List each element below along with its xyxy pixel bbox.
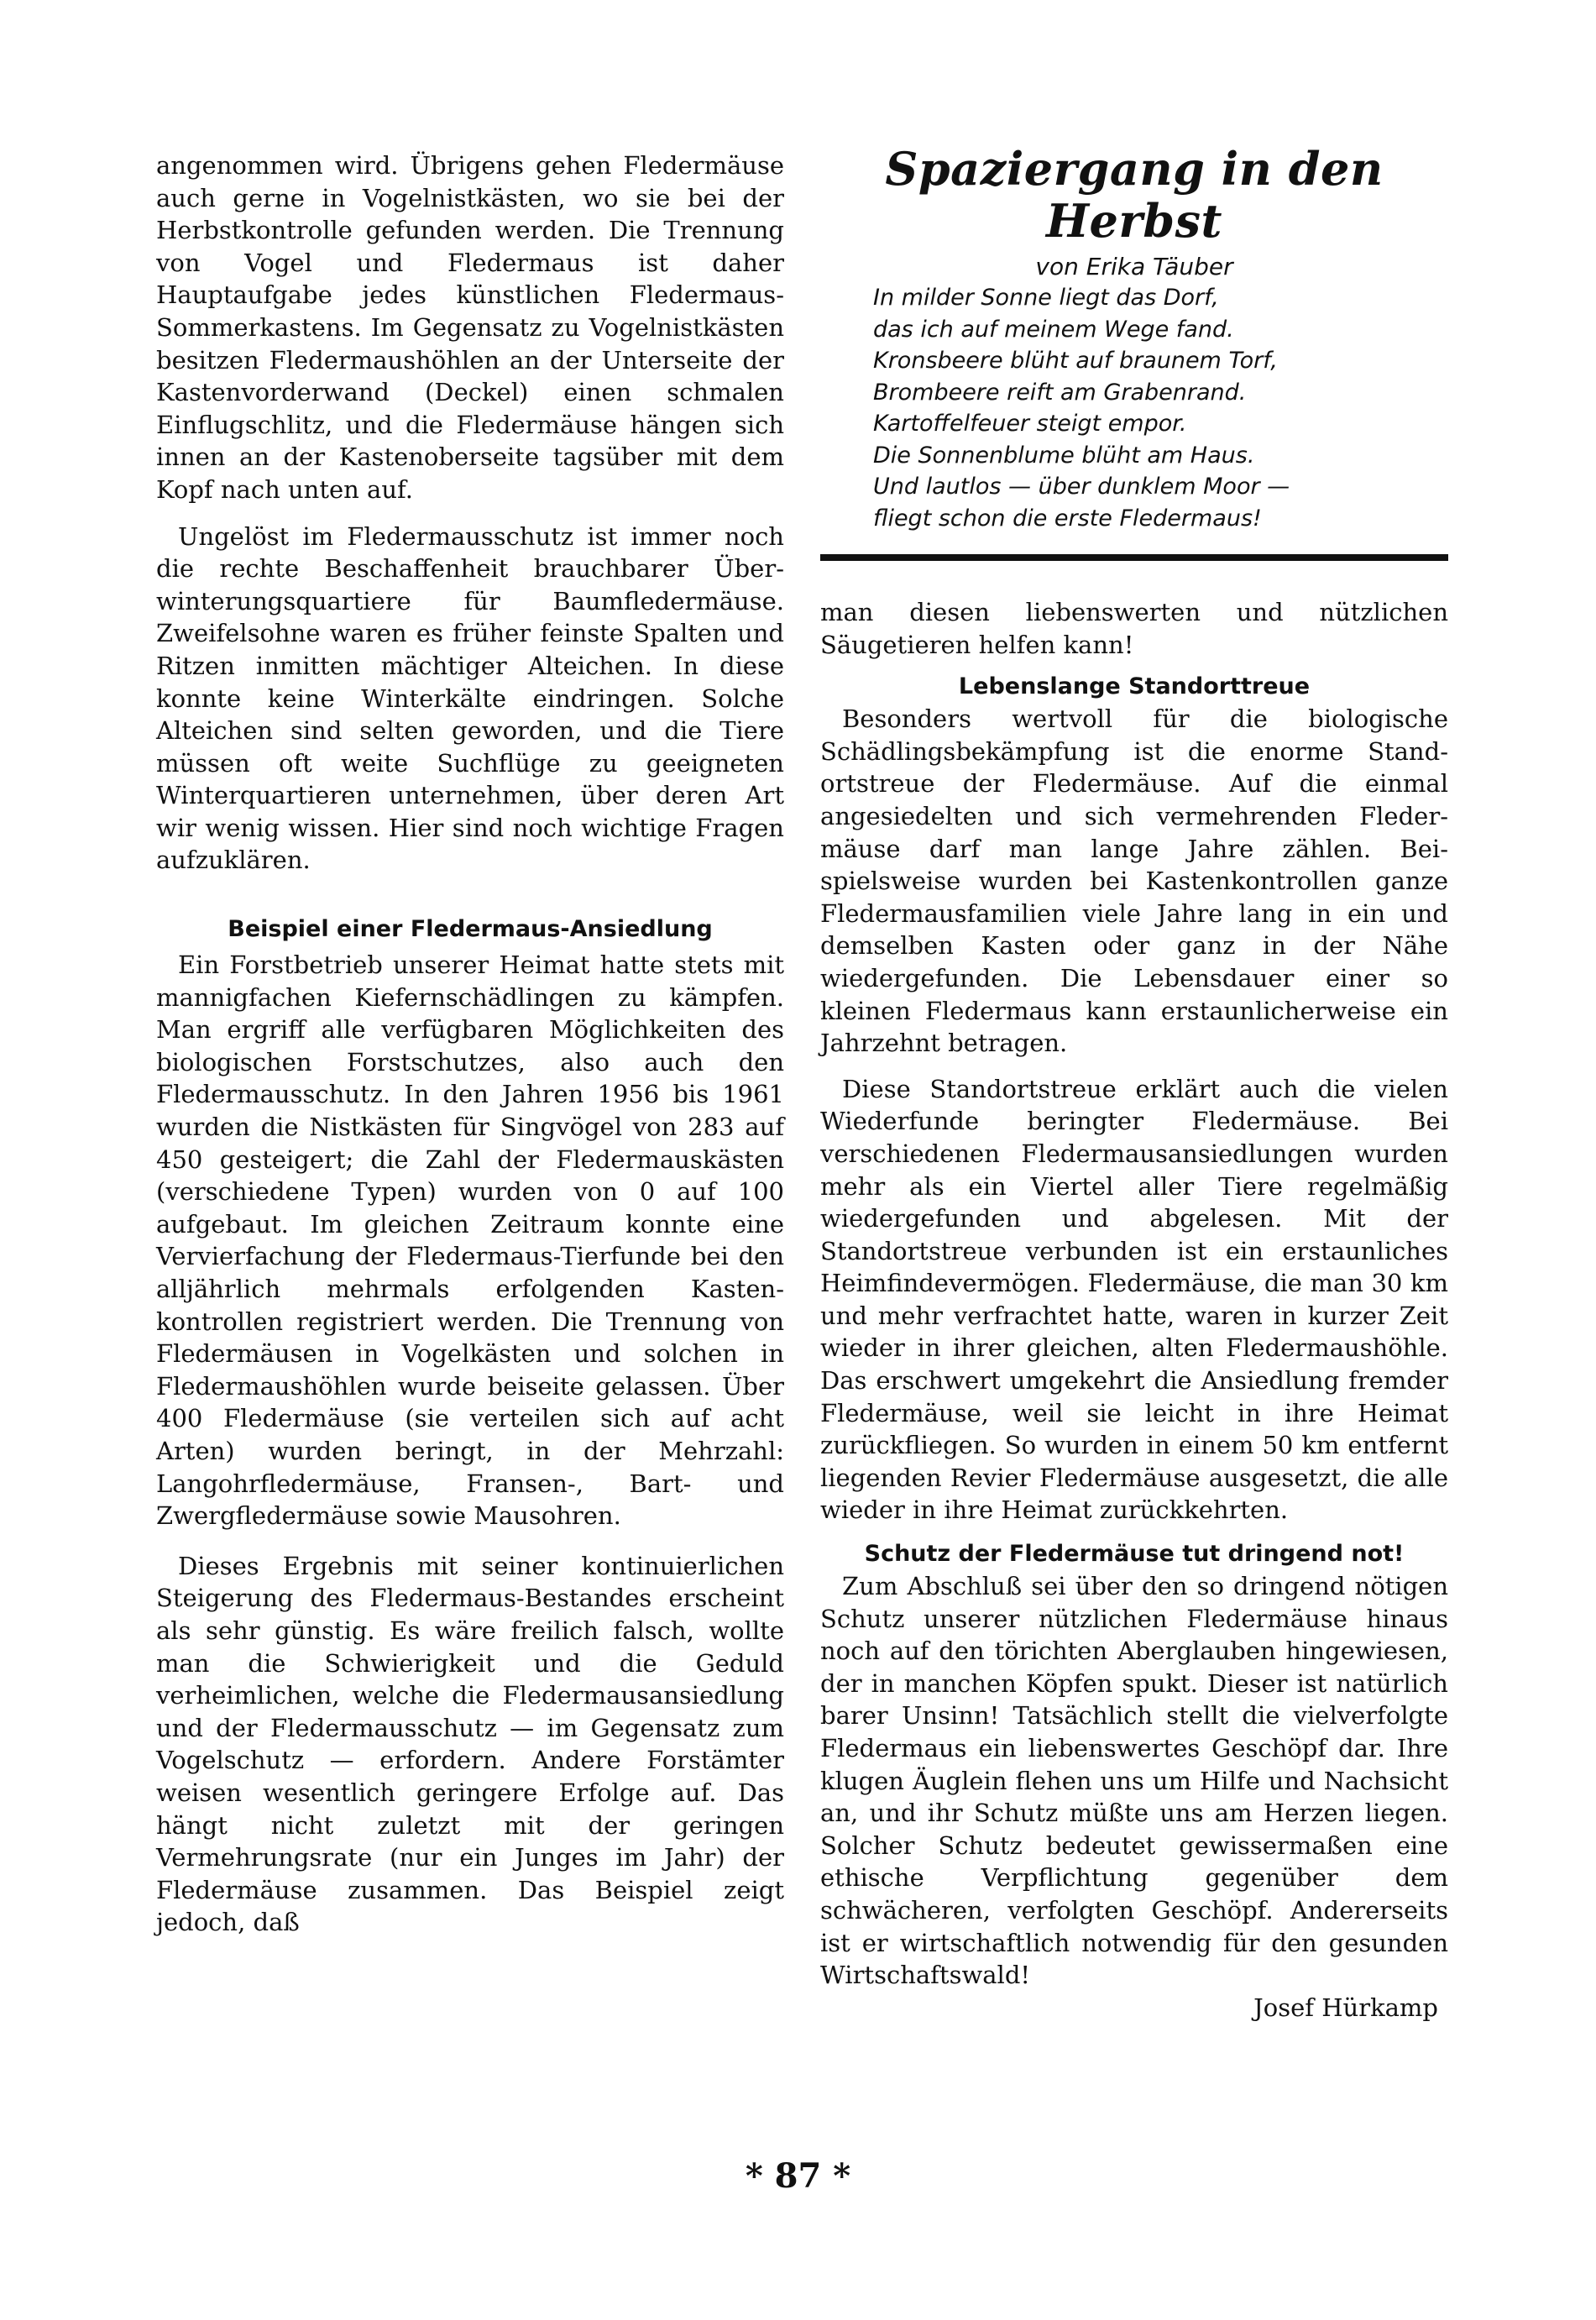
paragraph: angenommen wird. Übrigens gehen Fledermäuse auch gerne in Vogelnistkästen, wo sie bei der Herbstkontrolle gefunden werden. Die Trennung von Vogel und Fledermaus ist daher Hauptaufgabe jedes künstlichen Fledermaus-Sommerkastens. Im Gegensatz zu Vogelnistkästen besitzen Fledermaushöhlen an der Unterseite der Kastenvorderwand (Deckel) einen schmalen Einflugschlitz, und die Fledermäuse hängen sich innen an der Kastenoberseite tagsüber mit dem Kopf nach unten auf.: [156, 151, 784, 504]
poem-line: Und lautlos — über dunklem Moor —: [873, 474, 1290, 500]
poem-line: das ich auf meinem Wege fand.: [873, 316, 1234, 343]
right-column: [820, 143, 1448, 2024]
paragraph: man diesen liebenswerten und nützlichen Säugetieren helfen kann!: [820, 598, 1448, 659]
divider-rule: [820, 554, 1448, 561]
section-heading: Lebenslange Standorttreue: [958, 673, 1311, 700]
paragraph: Diese Standortstreue erklärt auch die vielen Wiederfunde beringter Fledermäuse. Bei verschiedenen Fledermausansiedlungen wurden mehr als ein Viertel aller Tiere regelmäßig wiedergefunden und abgelesen. Mit der Standortstreue verbunden ist ein erstaunliches Heimfindevermögen. Fledermäuse, die man 30 km und mehr verfrachtet hatte, waren in kurzer Zeit wieder in ihrer gleichen, alten Fledermaushöhle. Das erschwert umgekehrt die Ansiedlung fremder Fledermäuse, weil sie leicht in ihre Heimat zurückfliegen. So wurden in einem 50 km entfernt liegenden Revier Fledermäuse ausgesetzt, die alle wieder in ihre Heimat zurückkehrten.: [820, 1074, 1448, 1525]
poem-line: Kronsbeere blüht auf braunem Torf,: [873, 348, 1278, 374]
paragraph: Zum Abschluß sei über den so dringend nötigen Schutz unserer nützlichen Fledermäuse hinaus noch auf den törichten Aberglauben hingewiesen, der in manchen Köpfen spukt. Dieser ist natürlich barer Unsinn! Tatsächlich stellt die vielverfolgte Fledermaus ein liebenswertes Geschöpf dar. Ihre klugen Äuglein flehen uns um Hilfe und Nachsicht an, und ihr Schutz müßte uns am Herzen liegen. Solcher Schutz bedeutet gewissermaßen eine ethische Verpflichtung gegenüber dem schwächeren, verfolgten Geschöpf. Andererseits ist er wirtschaftlich notwendig für den gesunden Wirtschaftswald!: [820, 1572, 1448, 1990]
poem-author: von Erika Täuber: [1035, 253, 1233, 280]
poem-title: Spaziergang in den Herbst: [885, 142, 1384, 248]
paragraph: Dieses Ergebnis mit seiner kontinuierlichen Steigerung des Fledermaus-Bestandes erscheint als sehr günstig. Es wäre freilich falsch, wollte man die Schwierigkeit und die Geduld verheimlichen, welche die Fledermausansiedlung und der Fledermausschutz — im Gegensatz zum Vogelschutz — erfordern. Andere Forstämter weisen wesentlich geringere Erfolge auf. Das hängt nicht zuletzt mit der geringen Vermehrungsrate (nur ein Junges im Jahr) der Fledermäuse zusammen. Das Beispiel zeigt jedoch, daß: [156, 1551, 784, 1937]
poem-lines: [873, 282, 1448, 534]
section-heading: Schutz der Fledermäuse tut dringend not!: [864, 1541, 1405, 1568]
poem-line: Kartoffelfeuer steigt empor.: [873, 411, 1187, 437]
poem-box: [820, 143, 1448, 561]
poem-line: Die Sonnenblume blüht am Haus.: [873, 442, 1255, 469]
author-signature: Josef Hürkamp: [1253, 1993, 1438, 2022]
page-number: * 87 *: [745, 2156, 851, 2196]
poem-line: Brombeere reift am Grabenrand.: [873, 379, 1247, 406]
poem-line: fliegt schon die erste Fledermaus!: [873, 505, 1262, 532]
paragraph: Besonders wertvoll für die biologische Schädlingsbekämpfung ist die enorme Standortstreue der Fledermäuse. Auf die einmal angesiedelten und sich vermehrenden Fledermäuse darf man lange Jahre zählen. Beispielsweise wurden bei Kastenkontrollen ganze Fledermausfamilien viele Jahre lang in ein und demselben Kasten oder ganz in der Nähe wiedergefunden. Die Lebensdauer einer so kleinen Fledermaus kann erstaunlicherweise ein Jahrzehnt betragen.: [820, 704, 1448, 1058]
paragraph: Ungelöst im Fledermausschutz ist immer noch die rechte Beschaffenheit brauchbarer Überwinterungsquartiere für Baumfledermäuse. Zweifelsohne waren es früher feinste Spalten und Ritzen inmitten mächtiger Alteichen. In diese konnte keine Winterkälte eindringen. Solche Alteichen sind selten geworden, und die Tiere müssen oft weite Suchflüge zu geeigneten Winterquartieren unternehmen, über deren Art wir wenig wissen. Hier sind noch wichtige Fragen aufzuklären.: [156, 521, 784, 875]
poem-line: In milder Sonne liegt das Dorf,: [873, 285, 1219, 311]
section-heading: Beispiel einer Fledermaus-Ansiedlung: [228, 916, 713, 943]
paragraph: Ein Forstbetrieb unserer Heimat hatte stets mit mannigfachen Kiefernschädlingen zu kämpfen. Man ergriff alle verfügbaren Möglichkeiten des biologischen Forstschutzes, also auch den Fledermausschutz. In den Jahren 1956 bis 1961 wurden die Nistkästen für Singvögel von 283 auf 450 gesteigert; die Zahl der Fledermauskästen (verschiedene Typen) wurden von 0 auf 100 aufgebaut. Im gleichen Zeitraum konnte eine Vervierfachung der Fledermaus-Tierfunde bei den alljährlich mehrmals erfolgenden Kastenkontrollen registriert werden. Die Trennung von Fledermäusen in Vogelkästen und solchen in Fledermaushöhlen wurde beiseite gelassen. Über 400 Fledermäuse (sie verteilen sich auf acht Arten) wurden beringt, in der Mehrzahl: Langohrfledermäuse, Fransen-, Bart- und Zwergfledermäuse sowie Mausohren.: [156, 951, 784, 1531]
left-column: [156, 149, 784, 1939]
